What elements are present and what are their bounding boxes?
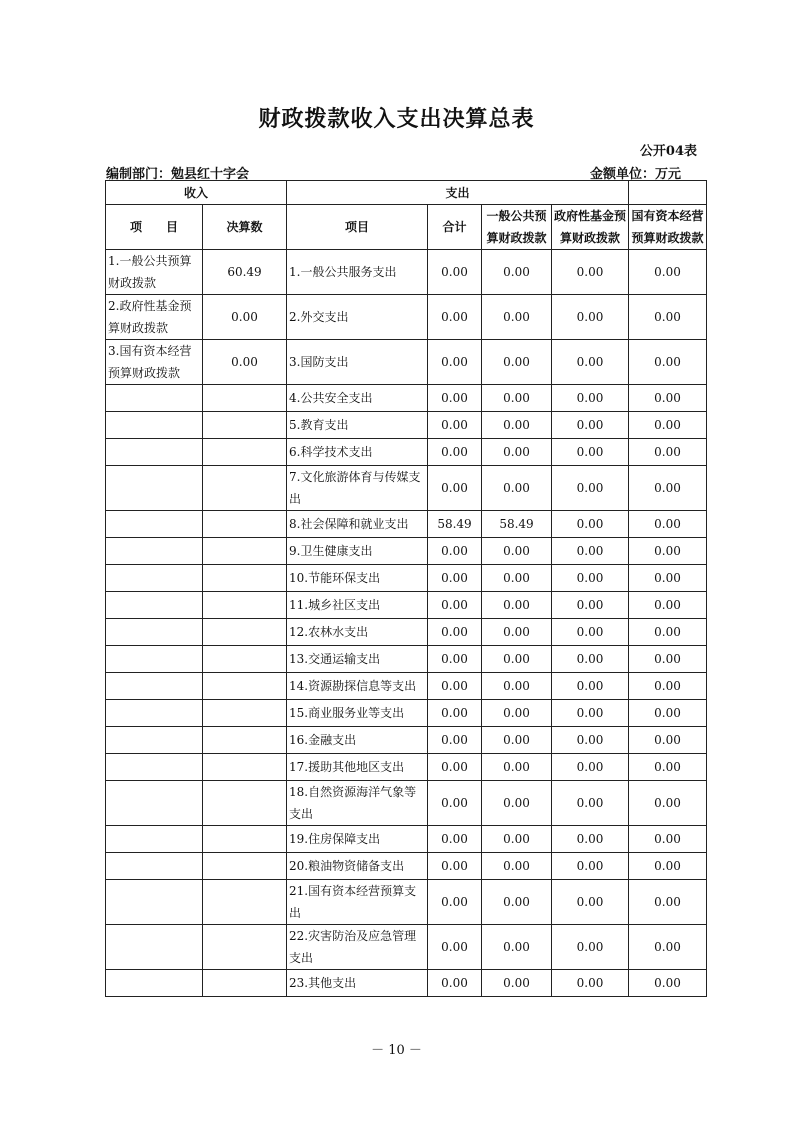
table-row — [106, 781, 707, 826]
table-row — [106, 970, 707, 997]
expense-fund: 0.00 — [552, 340, 629, 385]
expense-total: 0.00 — [428, 880, 482, 925]
income-item-label — [106, 466, 203, 511]
expense-total: 0.00 — [428, 385, 482, 412]
expense-general: 0.00 — [482, 592, 552, 619]
expense-fund: 0.00 — [552, 754, 629, 781]
income-item-value — [203, 466, 287, 511]
expense-item-label: 2.外交支出 — [287, 295, 428, 340]
amount-header: 决算数 — [203, 205, 287, 250]
expense-general: 0.00 — [482, 853, 552, 880]
expense-item-label: 3.国防支出 — [287, 340, 428, 385]
expense-total: 0.00 — [428, 673, 482, 700]
income-item-label — [106, 754, 203, 781]
expense-item-label: 10.节能环保支出 — [287, 565, 428, 592]
expense-item-label: 13.交通运输支出 — [287, 646, 428, 673]
income-item-value — [203, 970, 287, 997]
expense-general: 0.00 — [482, 925, 552, 970]
table-row — [106, 592, 707, 619]
income-item-label: 2.政府性基金预算财政拨款 — [106, 295, 203, 340]
income-item-label — [106, 538, 203, 565]
expense-item-label: 5.教育支出 — [287, 412, 428, 439]
income-item-label — [106, 880, 203, 925]
income-item-value — [203, 826, 287, 853]
expense-item-label: 8.社会保障和就业支出 — [287, 511, 428, 538]
expense-fund: 0.00 — [552, 511, 629, 538]
expense-fund: 0.00 — [552, 412, 629, 439]
expense-item-label: 21.国有资本经营预算支出 — [287, 880, 428, 925]
expense-total: 0.00 — [428, 295, 482, 340]
income-item-label — [106, 673, 203, 700]
expense-item-label: 20.粮油物资储备支出 — [287, 853, 428, 880]
income-item-value — [203, 880, 287, 925]
table-row — [106, 754, 707, 781]
expense-state: 0.00 — [629, 646, 707, 673]
income-item-label — [106, 385, 203, 412]
table-row — [106, 439, 707, 466]
income-item-label — [106, 439, 203, 466]
expense-general: 0.00 — [482, 250, 552, 295]
expense-general: 0.00 — [482, 970, 552, 997]
income-item-label — [106, 853, 203, 880]
total-header: 合计 — [428, 205, 482, 250]
header-blank — [629, 181, 707, 205]
expense-total: 0.00 — [428, 646, 482, 673]
expense-general: 0.00 — [482, 646, 552, 673]
exp-item-header: 项目 — [287, 205, 428, 250]
income-item-label — [106, 781, 203, 826]
expense-state: 0.00 — [629, 925, 707, 970]
income-item-label — [106, 646, 203, 673]
expense-fund: 0.00 — [552, 295, 629, 340]
expense-state: 0.00 — [629, 439, 707, 466]
expense-total: 58.49 — [428, 511, 482, 538]
expense-total: 0.00 — [428, 925, 482, 970]
expense-total: 0.00 — [428, 439, 482, 466]
expense-item-label: 18.自然资源海洋气象等支出 — [287, 781, 428, 826]
expense-fund: 0.00 — [552, 970, 629, 997]
expense-total: 0.00 — [428, 340, 482, 385]
expense-item-label: 19.住房保障支出 — [287, 826, 428, 853]
expense-general: 0.00 — [482, 700, 552, 727]
income-item-label: 1.一般公共预算财政拨款 — [106, 250, 203, 295]
income-item-value — [203, 412, 287, 439]
expense-fund: 0.00 — [552, 880, 629, 925]
expense-item-label: 4.公共安全支出 — [287, 385, 428, 412]
income-item-label — [106, 727, 203, 754]
general-header: 一般公共预算财政拨款 — [482, 205, 552, 250]
expense-item-label: 23.其他支出 — [287, 970, 428, 997]
state-header: 国有资本经营预算财政拨款 — [629, 205, 707, 250]
expense-state: 0.00 — [629, 727, 707, 754]
expense-item-label: 7.文化旅游体育与传媒支出 — [287, 466, 428, 511]
expense-total: 0.00 — [428, 727, 482, 754]
expense-general: 0.00 — [482, 781, 552, 826]
expense-fund: 0.00 — [552, 439, 629, 466]
expense-fund: 0.00 — [552, 700, 629, 727]
expense-item-label: 1.一般公共服务支出 — [287, 250, 428, 295]
expense-state: 0.00 — [629, 511, 707, 538]
table-row — [106, 853, 707, 880]
page-title: 财政拨款收入支出决算总表 — [258, 106, 535, 132]
expense-general: 0.00 — [482, 880, 552, 925]
expense-general: 0.00 — [482, 619, 552, 646]
expense-state: 0.00 — [629, 754, 707, 781]
income-item-label — [106, 826, 203, 853]
expense-state: 0.00 — [629, 412, 707, 439]
income-item-value — [203, 853, 287, 880]
expense-fund: 0.00 — [552, 781, 629, 826]
income-item-value — [203, 565, 287, 592]
expense-fund: 0.00 — [552, 466, 629, 511]
header-row-columns — [106, 205, 707, 250]
expense-fund: 0.00 — [552, 592, 629, 619]
expense-total: 0.00 — [428, 754, 482, 781]
expense-total: 0.00 — [428, 538, 482, 565]
expense-fund: 0.00 — [552, 826, 629, 853]
table-row — [106, 880, 707, 925]
expense-state: 0.00 — [629, 385, 707, 412]
table-row — [106, 673, 707, 700]
expense-total: 0.00 — [428, 592, 482, 619]
income-item-value — [203, 673, 287, 700]
expense-general: 0.00 — [482, 340, 552, 385]
expense-total: 0.00 — [428, 619, 482, 646]
expense-item-label: 11.城乡社区支出 — [287, 592, 428, 619]
expense-general: 0.00 — [482, 754, 552, 781]
table-row — [106, 250, 707, 295]
expense-item-label: 14.资源勘探信息等支出 — [287, 673, 428, 700]
expense-total: 0.00 — [428, 700, 482, 727]
expense-item-label: 9.卫生健康支出 — [287, 538, 428, 565]
expense-state: 0.00 — [629, 619, 707, 646]
page-number: － 10 － — [371, 1043, 422, 1058]
income-item-label — [106, 592, 203, 619]
income-header: 收入 — [106, 181, 287, 205]
income-item-value — [203, 646, 287, 673]
expense-state: 0.00 — [629, 538, 707, 565]
header-row-group — [106, 181, 707, 205]
table-row — [106, 340, 707, 385]
expense-total: 0.00 — [428, 466, 482, 511]
expense-general: 0.00 — [482, 565, 552, 592]
expense-general: 0.00 — [482, 538, 552, 565]
income-item-value: 60.49 — [203, 250, 287, 295]
expense-state: 0.00 — [629, 673, 707, 700]
expense-total: 0.00 — [428, 970, 482, 997]
table-row — [106, 565, 707, 592]
table-row — [106, 826, 707, 853]
expense-general: 0.00 — [482, 673, 552, 700]
table-row — [106, 925, 707, 970]
income-item-value — [203, 439, 287, 466]
income-item-value — [203, 538, 287, 565]
expense-fund: 0.00 — [552, 646, 629, 673]
expense-state: 0.00 — [629, 880, 707, 925]
income-item-value — [203, 511, 287, 538]
expense-item-label: 12.农林水支出 — [287, 619, 428, 646]
expense-general: 0.00 — [482, 412, 552, 439]
table-row — [106, 412, 707, 439]
expense-fund: 0.00 — [552, 727, 629, 754]
expense-state: 0.00 — [629, 781, 707, 826]
income-item-label — [106, 565, 203, 592]
income-item-value — [203, 619, 287, 646]
expense-header: 支出 — [287, 181, 629, 205]
expense-state: 0.00 — [629, 466, 707, 511]
fund-header: 政府性基金预算财政拨款 — [552, 205, 629, 250]
expense-state: 0.00 — [629, 295, 707, 340]
expense-item-label: 15.商业服务业等支出 — [287, 700, 428, 727]
expense-general: 0.00 — [482, 295, 552, 340]
expense-total: 0.00 — [428, 781, 482, 826]
expense-general: 0.00 — [482, 385, 552, 412]
expense-fund: 0.00 — [552, 250, 629, 295]
income-item-label — [106, 925, 203, 970]
income-item-value — [203, 781, 287, 826]
expense-general: 0.00 — [482, 727, 552, 754]
expense-total: 0.00 — [428, 565, 482, 592]
expense-general: 58.49 — [482, 511, 552, 538]
table-row — [106, 727, 707, 754]
expense-fund: 0.00 — [552, 925, 629, 970]
table-row — [106, 385, 707, 412]
expense-state: 0.00 — [629, 340, 707, 385]
table-row — [106, 646, 707, 673]
expense-general: 0.00 — [482, 439, 552, 466]
expense-general: 0.00 — [482, 826, 552, 853]
expense-total: 0.00 — [428, 853, 482, 880]
income-item-label — [106, 511, 203, 538]
expense-fund: 0.00 — [552, 619, 629, 646]
expense-item-label: 17.援助其他地区支出 — [287, 754, 428, 781]
income-item-value — [203, 754, 287, 781]
income-item-value — [203, 592, 287, 619]
expense-fund: 0.00 — [552, 673, 629, 700]
expense-state: 0.00 — [629, 700, 707, 727]
expense-general: 0.00 — [482, 466, 552, 511]
expense-total: 0.00 — [428, 826, 482, 853]
expense-fund: 0.00 — [552, 385, 629, 412]
table-row — [106, 619, 707, 646]
income-item-label — [106, 700, 203, 727]
expense-state: 0.00 — [629, 826, 707, 853]
income-item-label — [106, 619, 203, 646]
income-item-value — [203, 385, 287, 412]
income-item-value — [203, 925, 287, 970]
table-row — [106, 538, 707, 565]
expense-item-label: 6.科学技术支出 — [287, 439, 428, 466]
unit-label: 金额单位：万元 — [589, 167, 681, 182]
expense-fund: 0.00 — [552, 538, 629, 565]
expense-state: 0.00 — [629, 853, 707, 880]
expense-item-label: 16.金融支出 — [287, 727, 428, 754]
table-row — [106, 700, 707, 727]
item-header: 项 目 — [106, 205, 203, 250]
table-row — [106, 466, 707, 511]
expense-state: 0.00 — [629, 250, 707, 295]
income-item-value: 0.00 — [203, 295, 287, 340]
form-number: 公开04表 — [639, 144, 697, 159]
expense-state: 0.00 — [629, 592, 707, 619]
budget-table — [105, 180, 707, 997]
expense-item-label: 22.灾害防治及应急管理支出 — [287, 925, 428, 970]
income-item-label — [106, 412, 203, 439]
department-label: 编制部门：勉县红十字会 — [106, 167, 250, 182]
income-item-label: 3.国有资本经营预算财政拨款 — [106, 340, 203, 385]
expense-total: 0.00 — [428, 250, 482, 295]
expense-fund: 0.00 — [552, 565, 629, 592]
expense-state: 0.00 — [629, 970, 707, 997]
income-item-label — [106, 970, 203, 997]
table-row — [106, 511, 707, 538]
income-item-value — [203, 727, 287, 754]
table-row — [106, 295, 707, 340]
expense-fund: 0.00 — [552, 853, 629, 880]
expense-state: 0.00 — [629, 565, 707, 592]
expense-total: 0.00 — [428, 412, 482, 439]
income-item-value — [203, 700, 287, 727]
income-item-value: 0.00 — [203, 340, 287, 385]
